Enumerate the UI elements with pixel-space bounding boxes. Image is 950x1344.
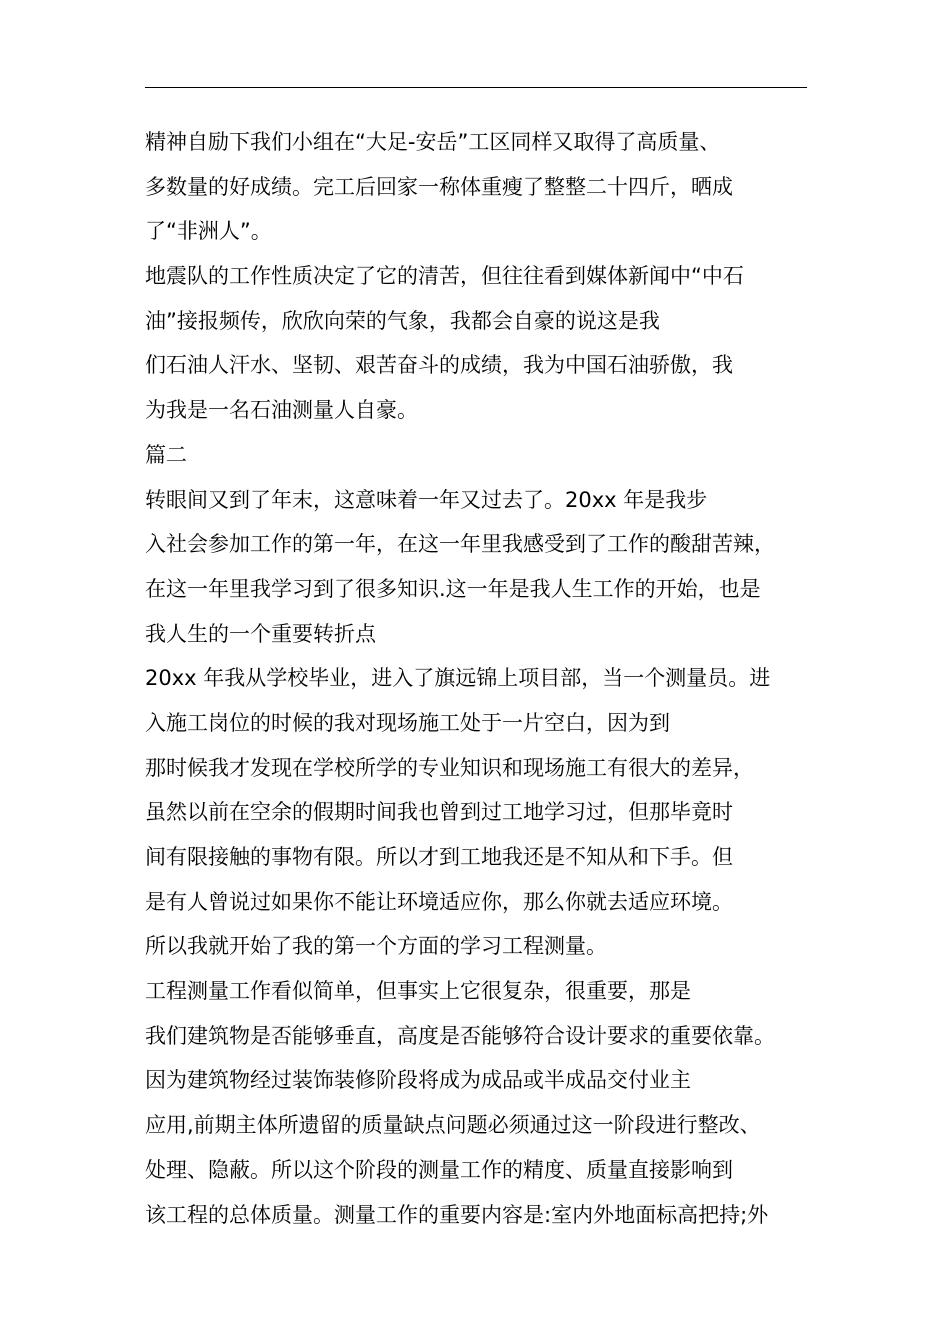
text-line: 处理、隐蔽。所以这个阶段的测量工作的精度、质量直接影响到: [145, 1157, 733, 1182]
text-line: 在这一年里我学习到了很多知识.这一年是我人生工作的开始，也是: [145, 576, 761, 601]
text-line: 虽然以前在空余的假期时间我也曾到过工地学习过，但那毕竟时: [145, 800, 733, 825]
section-heading: 篇二: [145, 442, 187, 467]
text-line: 多数量的好成绩。完工后回家一称体重瘦了整整二十四斤，晒成: [145, 174, 733, 199]
text-line: 那时候我才发现在学校所学的专业知识和现场施工有很大的差异，: [145, 755, 754, 780]
document-body: [145, 120, 825, 1237]
text-line: 我人生的一个重要转折点: [145, 621, 376, 646]
text-line: 该工程的总体质量。测量工作的重要内容是:室内外地面标高把持;外: [145, 1202, 769, 1227]
text-line: 转眼间又到了年末，这意味着一年又过去了。20xx 年是我步: [145, 487, 708, 512]
text-line: 入社会参加工作的第一年，在这一年里我感受到了工作的酸甜苦辣，: [145, 532, 775, 557]
text-line: 地震队的工作性质决定了它的清苦，但往往看到媒体新闻中“中石: [145, 264, 744, 289]
text-line: 间有限接触的事物有限。所以才到工地我还是不知从和下手。但: [145, 845, 733, 869]
text-line: 了“非洲人”。: [145, 219, 272, 244]
text-line: 们石油人汗水、坚韧、艰苦奋斗的成绩，我为中国石油骄傲，我: [145, 353, 733, 378]
text-line: 精神自励下我们小组在“大足-安岳”工区同样又取得了高质量、: [145, 130, 721, 154]
text-line: 是有人曾说过如果你不能让环境适应你，那么你就去适应环境。: [145, 889, 733, 914]
text-line: 应用,前期主体所遗留的质量缺点问题必须通过这一阶段进行整改、: [145, 1113, 761, 1138]
header-rule: [145, 87, 807, 88]
text-line: 20xx 年我从学校毕业，进入了旗远锦上项目部，当一个测量员。进: [145, 666, 771, 691]
text-line: 我们建筑物是否能够垂直，高度是否能够符合设计要求的重要依靠。: [145, 1023, 775, 1048]
text-line: 入施工岗位的时候的我对现场施工处于一片空白，因为到: [145, 710, 670, 735]
text-line: 为我是一名石油测量人自豪。: [145, 398, 418, 423]
text-line: 所以我就开始了我的第一个方面的学习工程测量。: [145, 934, 607, 959]
text-line: 工程测量工作看似简单，但事实上它很复杂，很重要，那是: [145, 979, 691, 1004]
text-line: 油”接报频传，欣欣向荣的气象，我都会自豪的说这是我: [145, 308, 660, 333]
text-line: 因为建筑物经过装饰装修阶段将成为成品或半成品交付业主: [145, 1068, 691, 1093]
